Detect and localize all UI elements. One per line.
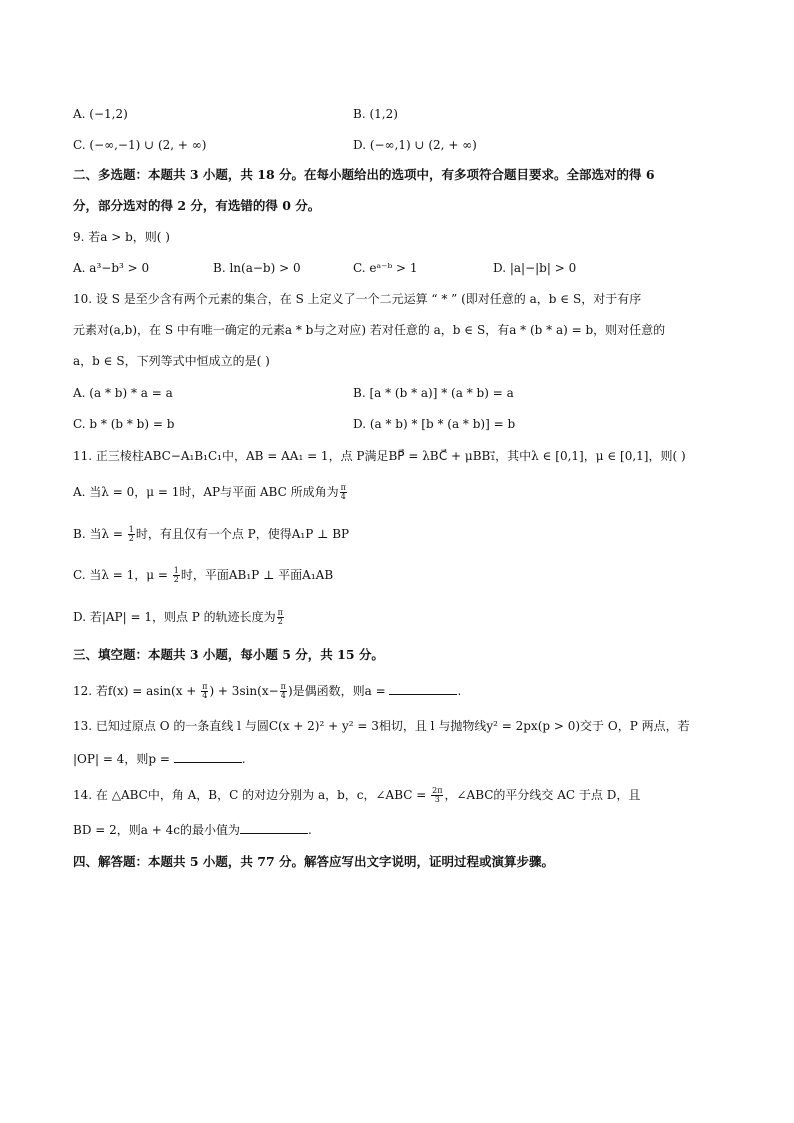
q9-option-a: A. a³−b³ > 0 — [73, 261, 150, 275]
fraction-numerator: π — [277, 608, 283, 617]
fraction — [201, 683, 208, 700]
question-14-line1 — [73, 787, 722, 804]
fraction-denominator: 2 — [277, 617, 283, 626]
fraction — [280, 683, 287, 700]
fraction — [128, 526, 135, 543]
q13-end: . — [241, 752, 246, 766]
question-13-line1: 13. 已知过原点 O 的一条直线 l 与圆C(x + 2)² + y² = 3相切，且 l 与抛物线y² = 2px(p > 0)交于 O，P 两点，若 — [73, 719, 690, 733]
fraction-denominator: 2 — [128, 534, 134, 543]
q14-post: ，∠ABC的平分线交 AC 于点 D，且 — [444, 788, 641, 802]
q10-option-c: C. b * (b * b) = b — [73, 417, 175, 431]
option-c: C. (−∞,−1) ∪ (2, + ∞) — [73, 138, 207, 152]
q14-pre: 14. 在 △ABC中，角 A，B，C 的对边分别为 a，b，c，∠ABC = — [73, 788, 431, 802]
option-d: D. (−∞,1) ∪ (2, + ∞) — [353, 138, 477, 152]
q12-end: . — [457, 684, 462, 698]
q13-line2-pre: |OP| = 4，则p = — [73, 752, 174, 766]
q9-option-d: D. |a|−|b| > 0 — [493, 261, 577, 275]
section-heading-solutions: 四、解答题：本题共 5 小题，共 77 分。解答应写出文字说明，证明过程或演算步骤。 — [73, 854, 555, 869]
section-heading-multiple-choice: 二、多选题：本题共 3 小题，共 18 分。在每小题给出的选项中，有多项符合题目要求。全部选对的得 6 — [73, 167, 655, 182]
q10-option-a: A. (a * b) * a = a — [73, 386, 173, 400]
q12-mid: ) + 3sin(x− — [209, 684, 279, 698]
answer-blank[interactable] — [174, 750, 242, 763]
fraction-numerator: π — [340, 483, 346, 492]
question-10-stem-line1: 10. 设 S 是至少含有两个元素的集合，在 S 上定义了一个二元运算 “ * ” (即对任意的 a，b ∈ S，对于有序 — [73, 292, 642, 306]
question-13-line2 — [73, 750, 722, 767]
q11-option-c-post: 时，平面AB₁P ⊥ 平面A₁AB — [180, 568, 334, 582]
q11-option-d — [73, 609, 722, 626]
q9-option-b: B. ln(a−b) > 0 — [213, 261, 301, 275]
q14-end: . — [307, 823, 312, 837]
question-12 — [73, 682, 722, 700]
fraction-numerator: 1 — [128, 525, 134, 534]
option-b: B. (1,2) — [353, 107, 398, 121]
fraction-denominator: 4 — [340, 492, 346, 501]
q9-option-c: C. eᵃ⁻ᵇ > 1 — [353, 261, 418, 275]
fraction — [173, 567, 180, 584]
answer-blank[interactable] — [240, 821, 308, 834]
q10-option-d: D. (a * b) * [b * (a * b)] = b — [353, 417, 516, 431]
question-14-line2 — [73, 821, 722, 838]
fraction-numerator: π — [202, 682, 208, 691]
fraction-denominator: 3 — [434, 795, 440, 804]
question-11-stem: 11. 正三棱柱ABC−A₁B₁C₁中，AB = AA₁ = 1，点 P满足BP⃗ = λBC⃗ + μBB₁⃗，其中λ ∈ [0,1]，μ ∈ [0,1]，则( ) — [73, 449, 686, 463]
option-a: A. (−1,2) — [73, 107, 128, 121]
q11-option-d-text: D. 若|AP| = 1，则点 P 的轨迹长度为 — [73, 610, 276, 624]
answer-blank[interactable] — [389, 682, 457, 695]
fraction-denominator: 2 — [173, 575, 179, 584]
fraction-numerator: π — [280, 682, 286, 691]
q12-pre: 12. 若f(x) = asin(x + — [73, 684, 201, 698]
q11-option-b-pre: B. 当λ = — [73, 527, 127, 541]
fraction-numerator: 2π — [432, 786, 443, 795]
question-10-stem-line3: a，b ∈ S，下列等式中恒成立的是( ) — [73, 354, 270, 368]
q11-option-c — [73, 567, 722, 584]
fraction-denominator: 4 — [280, 691, 286, 700]
q10-option-b: B. [a * (b * a)] * (a * b) = a — [353, 386, 514, 400]
fraction-denominator: 4 — [202, 691, 208, 700]
q11-option-b-post: 时，有且仅有一个点 P，使得A₁P ⊥ BP — [135, 527, 350, 541]
q11-option-a — [73, 484, 722, 501]
q14-line2-pre: BD = 2，则a + 4c的最小值为 — [73, 823, 240, 837]
q11-option-b — [73, 526, 722, 543]
question-9-stem: 9. 若a > b，则( ) — [73, 230, 170, 244]
section-heading-multiple-choice-cont: 分，部分选对的得 2 分，有选错的得 0 分。 — [73, 198, 321, 213]
fraction — [277, 609, 284, 626]
q11-option-a-text: A. 当λ = 0，μ = 1时，AP与平面 ABC 所成角为 — [73, 485, 339, 499]
fraction-numerator: 1 — [173, 566, 179, 575]
section-heading-fill-in: 三、填空题：本题共 3 小题，每小题 5 分，共 15 分。 — [73, 647, 384, 662]
question-10-stem-line2: 元素对(a,b)，在 S 中有唯一确定的元素a * b与之对应) 若对任意的 a，b ∈ S，有a * (b * a) = b，则对任意的 — [73, 323, 666, 337]
fraction — [431, 787, 443, 804]
q12-post: )是偶函数，则a = — [287, 684, 390, 698]
fraction — [340, 484, 347, 501]
q11-option-c-pre: C. 当λ = 1，μ = — [73, 568, 172, 582]
